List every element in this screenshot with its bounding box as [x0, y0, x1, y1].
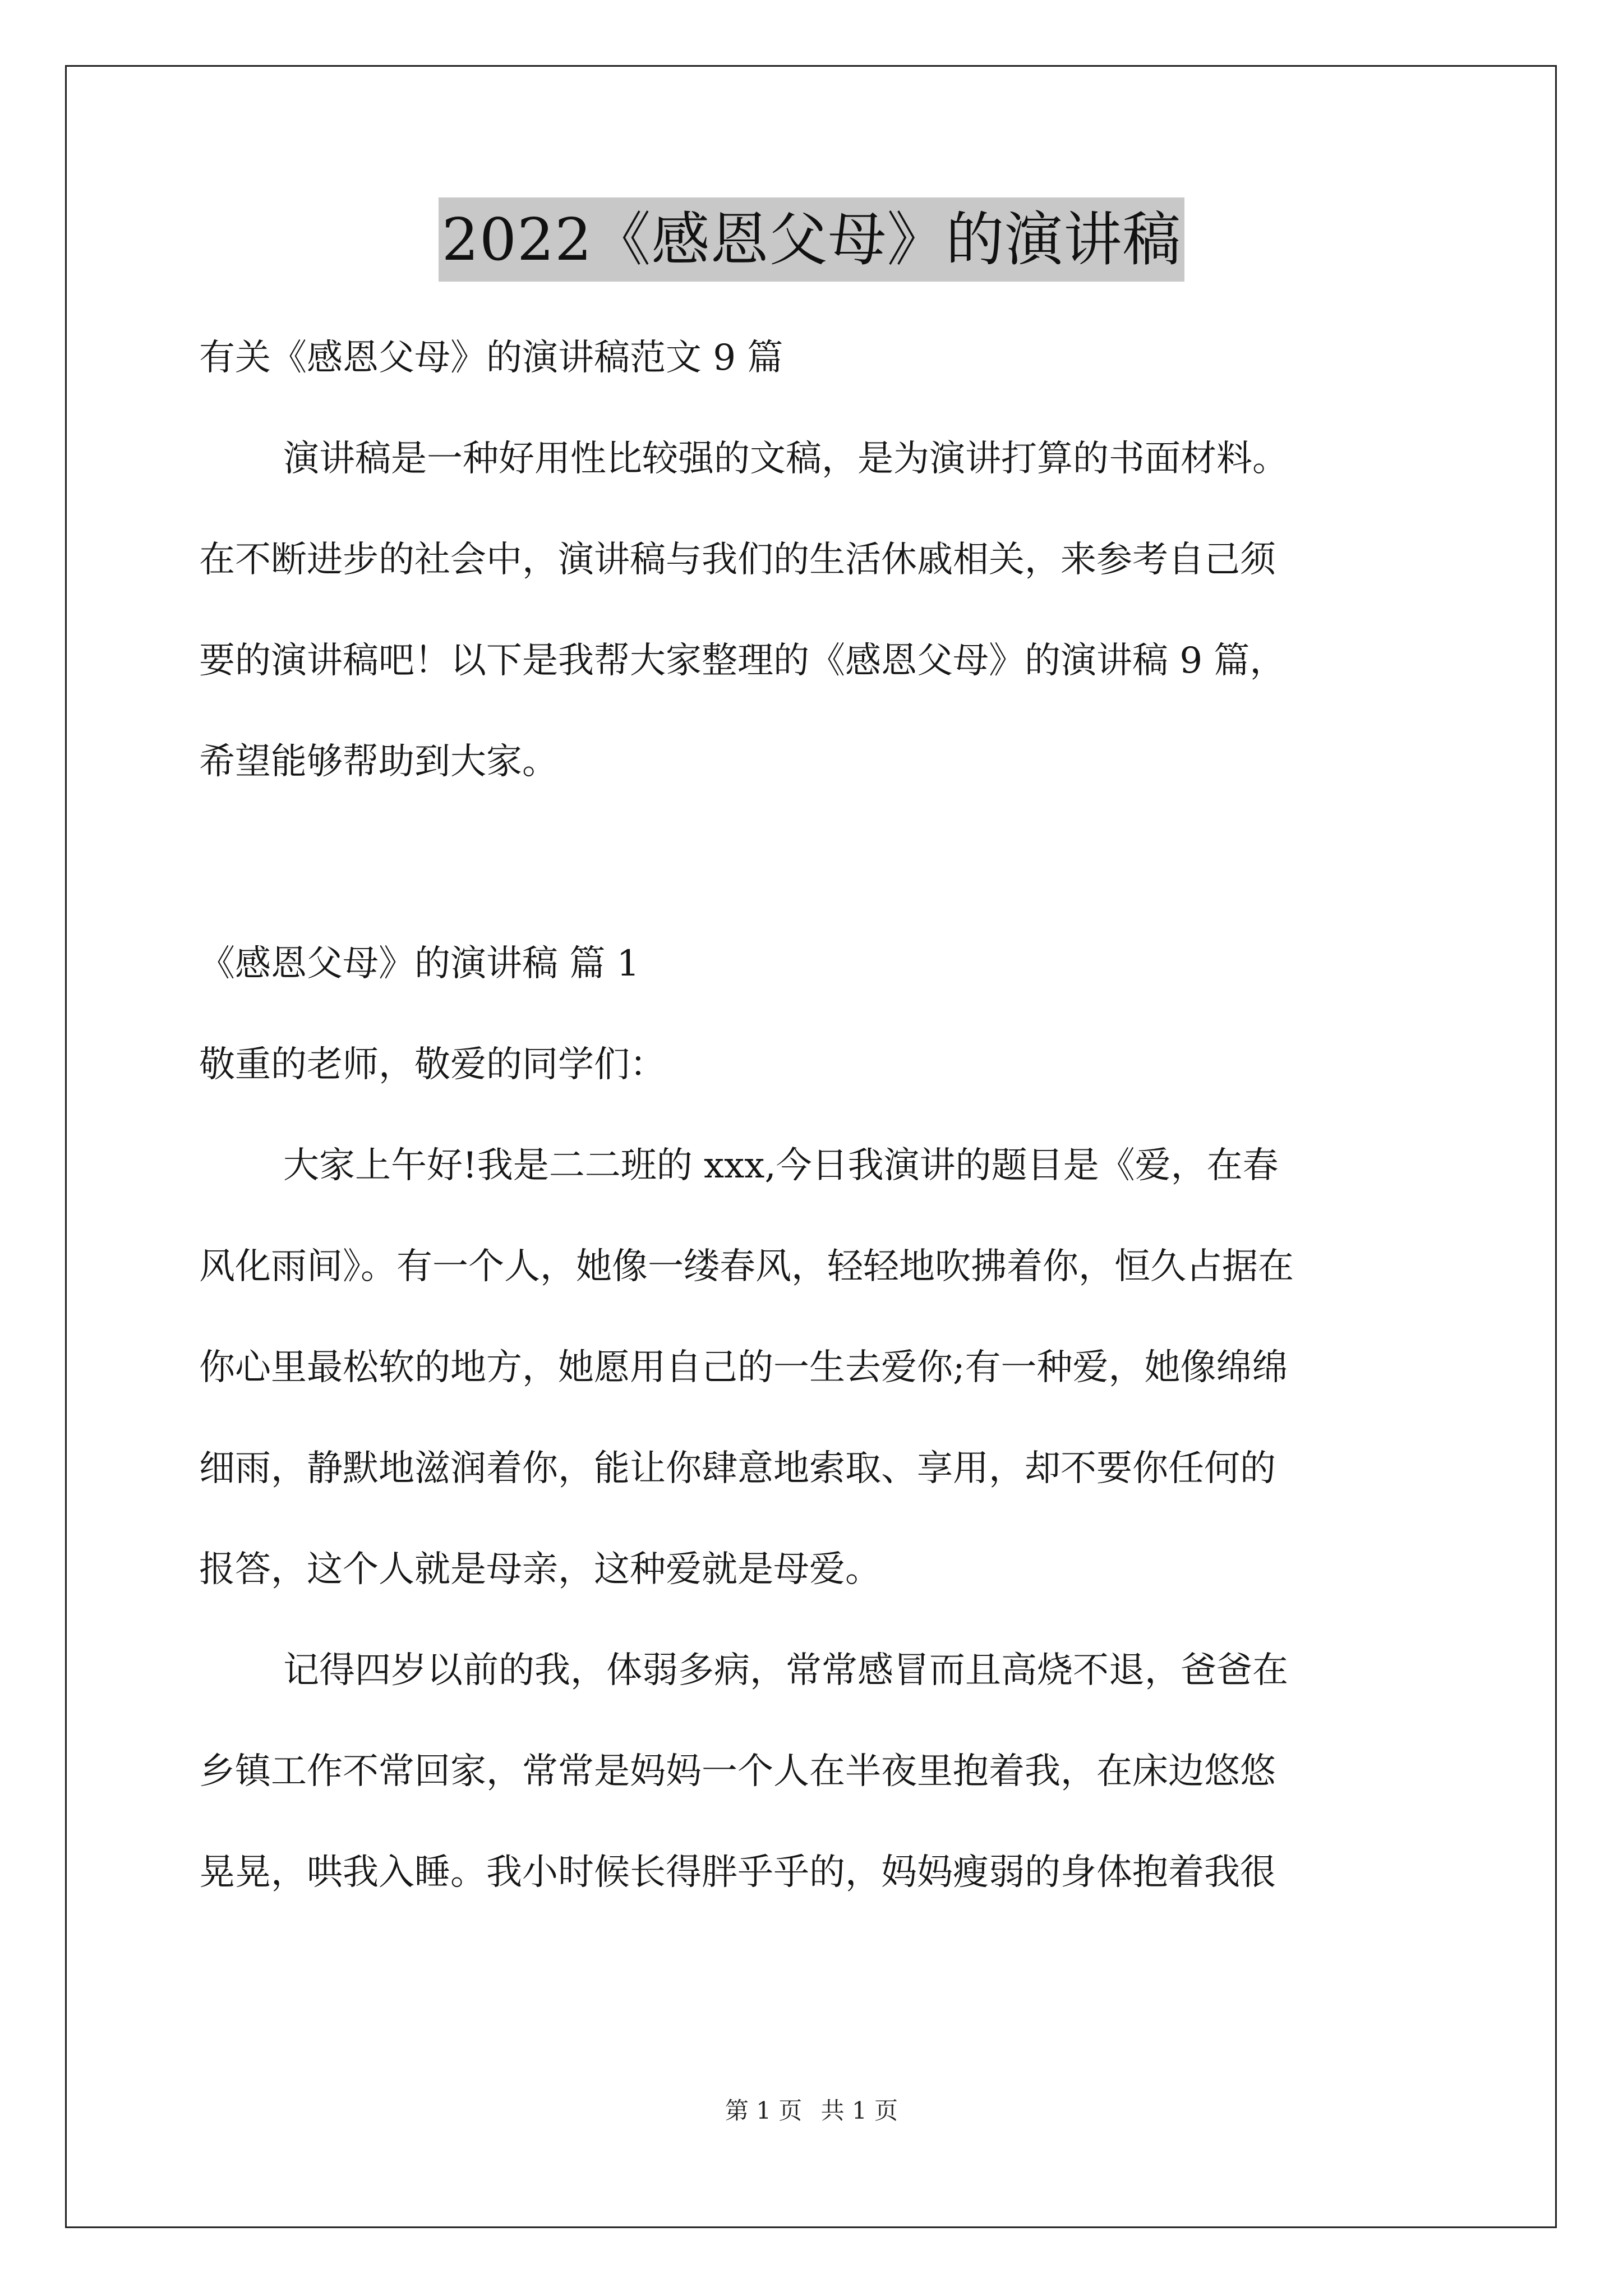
section-heading: 《感恩父母》的演讲稿 篇 1 — [199, 943, 640, 984]
title-container — [0, 197, 1623, 282]
intro-paragraph-line: 在不断进步的社会中，演讲稿与我们的生活休戚相关，来参考自己须 — [199, 539, 1276, 581]
salutation: 敬重的老师，敬爱的同学们： — [199, 1044, 666, 1085]
spacer — [199, 812, 1433, 913]
page-total: 共 1 页 — [820, 2097, 898, 2124]
body-paragraph-line: 风化雨间》。有一个人，她像一缕春风，轻轻地吹拂着你，恒久占据在 — [199, 1246, 1294, 1287]
body-paragraph-line: 细雨，静默地滋润着你，能让你肆意地索取、享用，却不要你任何的 — [199, 1448, 1276, 1489]
body-paragraph-line: 大家上午好!我是二二班的 xxx,今日我演讲的题目是《爱，在春 — [283, 1145, 1279, 1186]
body-paragraph-line: 记得四岁以前的我，体弱多病，常常感冒而且高烧不退，爸爸在 — [283, 1650, 1288, 1691]
document-body — [199, 307, 1433, 1923]
page-footer — [0, 2092, 1623, 2126]
body-paragraph-line: 乡镇工作不常回家，常常是妈妈一个人在半夜里抱着我，在床边悠悠 — [199, 1751, 1276, 1792]
body-paragraph-line: 晃晃，哄我入睡。我小时候长得胖乎乎的，妈妈瘦弱的身体抱着我很 — [199, 1852, 1276, 1893]
intro-paragraph-line: 演讲稿是一种好用性比较强的文稿，是为演讲打算的书面材料。 — [283, 438, 1288, 480]
subtitle-line: 有关《感恩父母》的演讲稿范文 9 篇 — [199, 337, 783, 379]
document-title: 2022《感恩父母》的演讲稿 — [439, 197, 1185, 282]
body-paragraph-line: 你心里最松软的地方，她愿用自己的一生去爱你;有一种爱，她像绵绵 — [199, 1347, 1288, 1388]
intro-paragraph-line: 希望能够帮助到大家。 — [199, 741, 558, 783]
intro-paragraph-line: 要的演讲稿吧！以下是我帮大家整理的《感恩父母》的演讲稿 9 篇， — [199, 640, 1286, 682]
body-paragraph-line: 报答，这个人就是母亲，这种爱就是母爱。 — [199, 1549, 881, 1590]
page-number: 第 1 页 — [725, 2097, 803, 2124]
